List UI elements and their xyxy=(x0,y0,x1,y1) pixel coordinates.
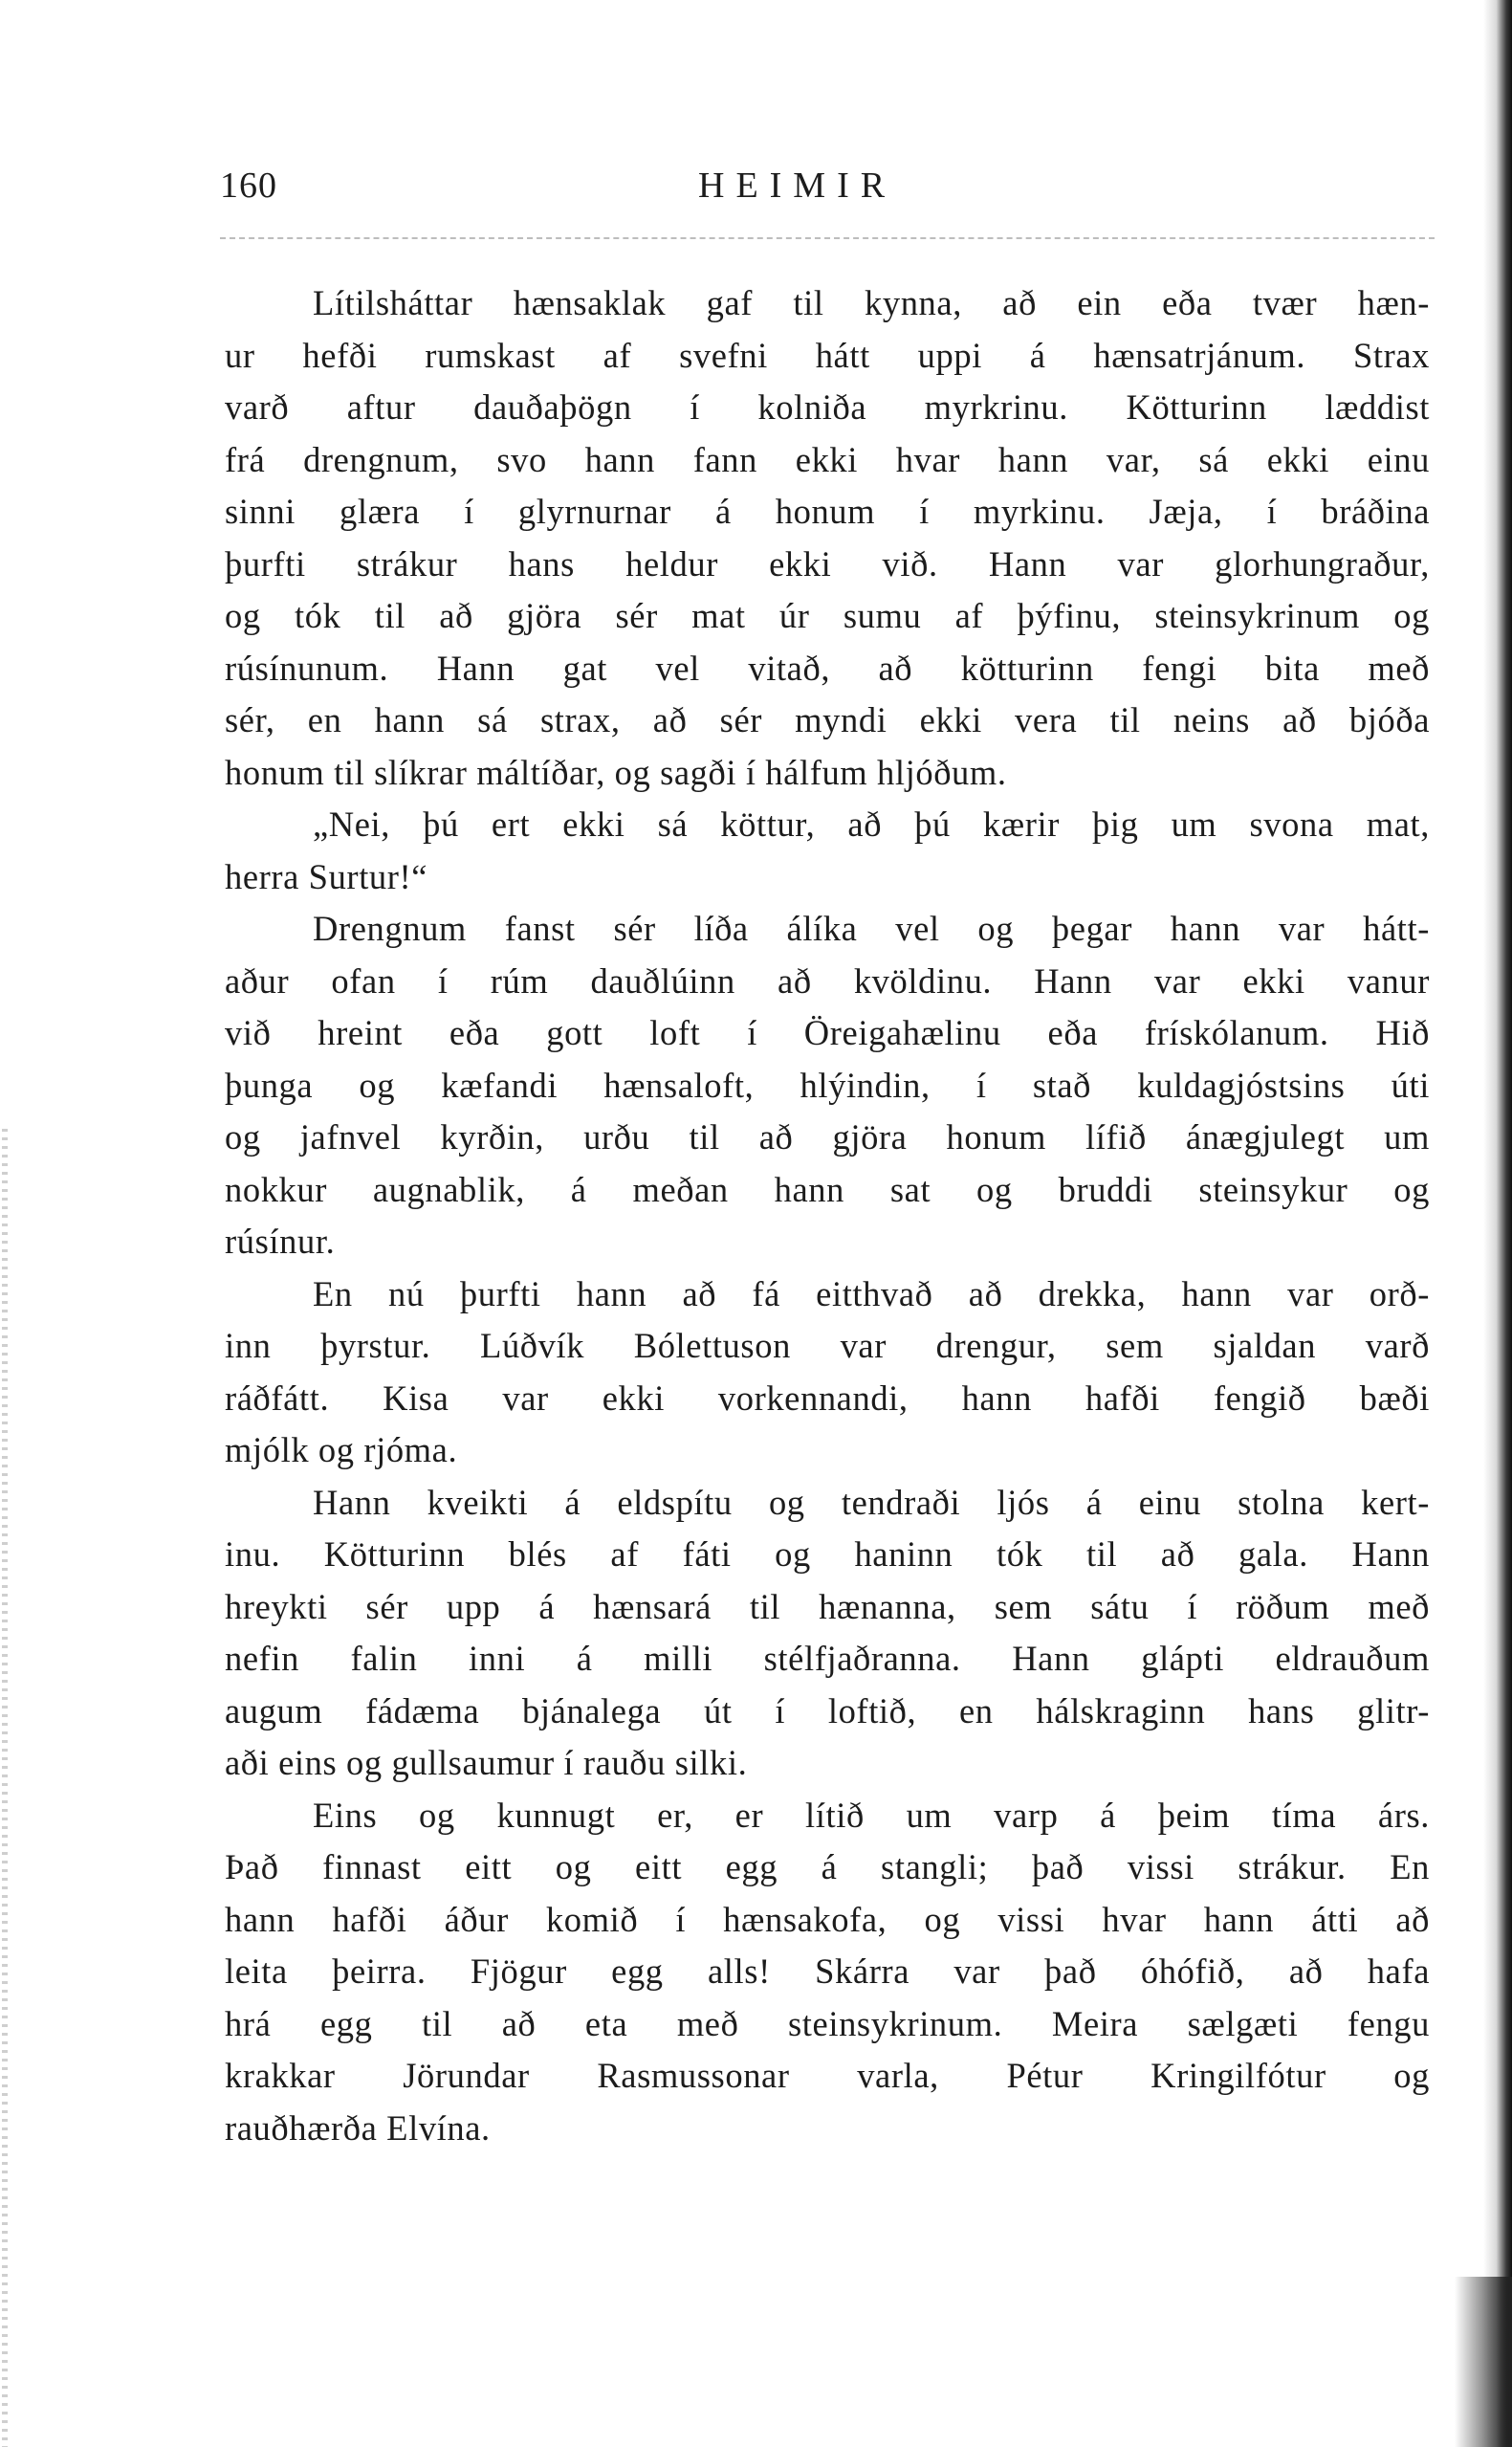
text-line: varð aftur dauðaþögn í kolniða myrkrinu. Kötturinn læddist xyxy=(225,387,1430,427)
text-line: rauðhærða Elvína. xyxy=(225,2107,491,2148)
text-line: frá drengnum, svo hann fann ekki hvar hann var, sá ekki einu xyxy=(225,439,1430,479)
text-line: ráðfátt. Kisa var ekki vorkennandi, hann hafði fengið bæði xyxy=(225,1378,1430,1418)
text-line: inu. Kötturinn blés af fáti og haninn tók til að gala. Hann xyxy=(225,1534,1430,1574)
text-line: rúsínunum. Hann gat vel vitað, að kötturinn fengi bita með xyxy=(225,648,1430,688)
text-line: og jafnvel kyrðin, urðu til að gjöra honum lífið ánægjulegt um xyxy=(225,1117,1430,1157)
text-line: sinni glæra í glyrnurnar á honum í myrkinu. Jæja, í bráðina xyxy=(225,492,1430,531)
text-line: augum fádæma bjánalega út í loftið, en hálskraginn hans glitr- xyxy=(225,1690,1430,1731)
text-line: hreykti sér upp á hænsará til hænanna, sem sátu í röðum með xyxy=(225,1586,1430,1626)
text-line: inn þyrstur. Lúðvík Bólettuson var drengur, sem sjaldan varð xyxy=(225,1326,1430,1365)
text-line: nefin falin inni á milli stélfjaðranna. Hann glápti eldrauðum xyxy=(225,1639,1430,1678)
text-line: leita þeirra. Fjögur egg alls! Skárra var það óhófið, að hafa xyxy=(225,1951,1430,1991)
text-line: honum til slíkrar máltíðar, og sagði í hálfum hljóðum. xyxy=(225,752,1007,792)
text-line: Drengnum fanst sér líða álíka vel og þegar hann var hátt- xyxy=(313,909,1430,948)
body-text xyxy=(225,277,1430,2154)
text-line: Lítilsháttar hænsaklak gaf til kynna, að ein eða tvær hæn- xyxy=(313,283,1430,322)
text-line: við hreint eða gott loft í Öreigahælinu eða frískólanum. Hið xyxy=(225,1013,1430,1052)
text-line: hann hafði áður komið í hænsakofa, og vissi hvar hann átti að xyxy=(225,1899,1430,1939)
text-line: „Nei, þú ert ekki sá köttur, að þú kærir þig um svona mat, xyxy=(313,805,1430,844)
text-line: rúsínur. xyxy=(225,1222,336,1261)
text-line: Hann kveikti á eldspítu og tendraði ljós á einu stolna kert- xyxy=(313,1482,1430,1522)
paragraph xyxy=(225,1477,1430,1790)
text-line: og tók til að gjöra sér mat úr sumu af þýfinu, steinsykrinum og xyxy=(225,596,1430,635)
text-line: hrá egg til að eta með steinsykrinum. Meira sælgæti fengu xyxy=(225,2003,1430,2043)
text-line: mjólk og rjóma. xyxy=(225,1430,458,1469)
page-edge-left xyxy=(2,1129,8,2447)
text-line: krakkar Jörundar Rasmussonar varla, Pétur Kringilfótur og xyxy=(225,2056,1430,2095)
text-line: aður ofan í rúm dauðlúinn að kvöldinu. Hann var ekki vanur xyxy=(225,960,1430,1001)
header-rule xyxy=(220,237,1435,239)
book-corner-shadow xyxy=(1455,2277,1512,2447)
paragraph xyxy=(225,1268,1430,1477)
paragraph xyxy=(225,1790,1430,2155)
text-line: En nú þurfti hann að fá eitthvað að drekka, hann var orð- xyxy=(313,1273,1430,1313)
paragraph xyxy=(225,277,1430,799)
text-line: ur hefði rumskast af svefni hátt uppi á hænsatrjánum. Strax xyxy=(225,335,1430,375)
text-line: sér, en hann sá strax, að sér myndi ekki vera til neins að bjóða xyxy=(225,700,1430,739)
text-line: nokkur augnablik, á meðan hann sat og bruddi steinsykur og xyxy=(225,1169,1430,1209)
text-line: þunga og kæfandi hænsaloft, hlýindin, í stað kuldagjóstsins úti xyxy=(225,1065,1430,1105)
text-line: þurfti strákur hans heldur ekki við. Hann var glorhungraður, xyxy=(225,543,1430,584)
text-line: Það finnast eitt og eitt egg á stangli; það vissi strákur. En xyxy=(225,1847,1430,1886)
paragraph xyxy=(225,903,1430,1268)
book-spine-shadow xyxy=(1483,0,1512,2447)
paragraph xyxy=(225,799,1430,903)
page-number: 160 xyxy=(220,165,277,206)
text-line: aði eins og gullsaumur í rauðu silki. xyxy=(225,1743,748,1782)
text-line: Eins og kunnugt er, er lítið um varp á þeim tíma árs. xyxy=(313,1795,1430,1835)
running-title: HEIMIR xyxy=(698,165,897,206)
page-header xyxy=(220,165,1435,222)
text-line: herra Surtur!“ xyxy=(225,856,428,896)
